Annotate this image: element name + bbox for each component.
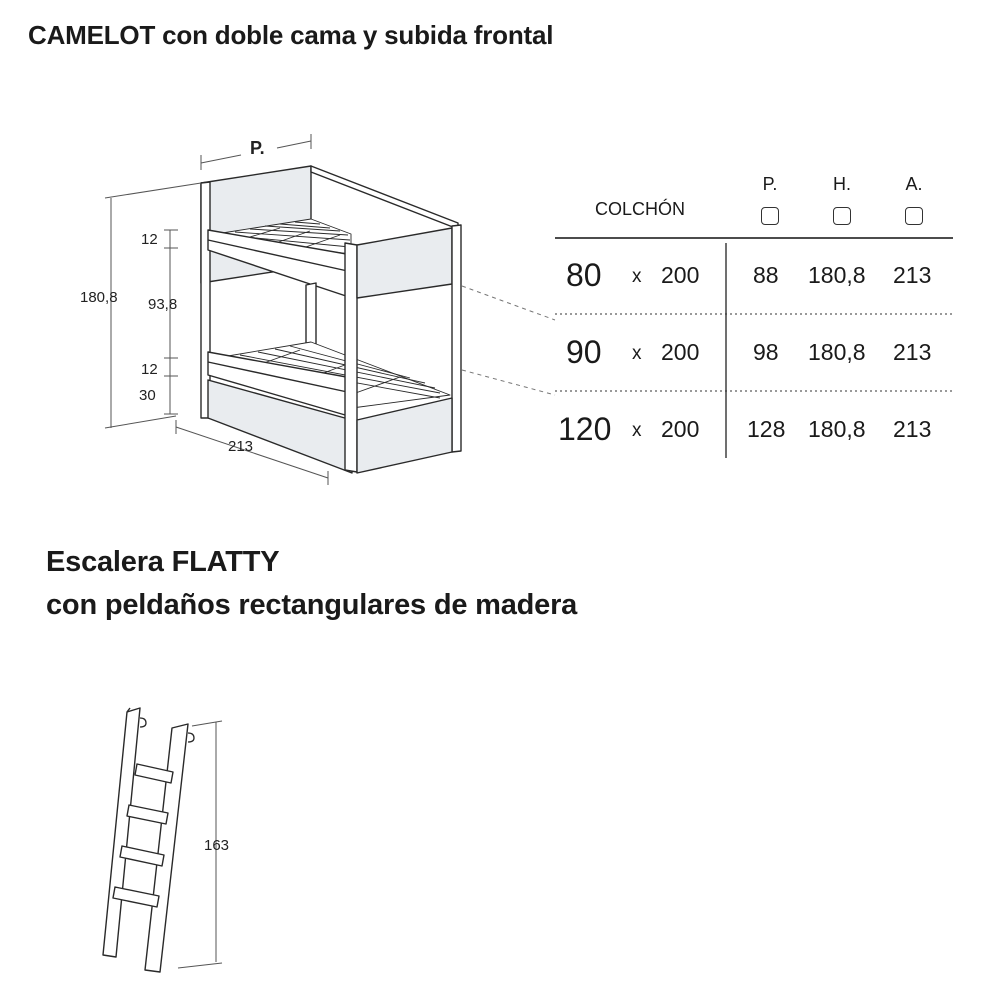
dim-bottom-frame-label: 12: [141, 361, 158, 378]
mattress-width: 120: [558, 411, 612, 447]
ladder-title-line2: con peldaños rectangulares de madera: [46, 589, 578, 621]
ladder-rung: [127, 805, 168, 824]
times-sign: x: [632, 266, 642, 287]
value-a: 213: [893, 416, 932, 442]
guide-lines: [462, 286, 555, 395]
mattress-length: 200: [661, 339, 700, 365]
col-header-a: A.: [905, 174, 923, 194]
value-h: 180,8: [808, 339, 866, 365]
col-header-h: H.: [833, 174, 851, 194]
dim-between-label: 93,8: [148, 296, 178, 313]
top-rail: [311, 166, 458, 229]
value-h: 180,8: [808, 262, 866, 288]
ladder-drawing: [103, 708, 194, 972]
value-p: 88: [753, 262, 779, 288]
value-a: 213: [893, 262, 932, 288]
ladder-hook: [140, 718, 146, 727]
times-sign: x: [632, 420, 642, 441]
dim-top-label: 12: [141, 231, 158, 248]
checkbox-p[interactable]: [761, 207, 779, 225]
dim-floor-label: 30: [139, 387, 156, 404]
mattress-length: 200: [661, 262, 700, 288]
length-label: 213: [228, 438, 254, 455]
front-left-post: [345, 243, 357, 472]
total-height-label: 180,8: [80, 289, 118, 306]
right-lower-panel: [357, 398, 452, 473]
ladder-hook: [188, 733, 194, 742]
checkbox-h[interactable]: [833, 207, 851, 225]
checkbox-a[interactable]: [905, 207, 923, 225]
ladder-title-line1: Escalera FLATTY: [46, 546, 280, 578]
value-h: 180,8: [808, 416, 866, 442]
bunk-bed-drawing: [201, 166, 555, 473]
ladder-height-label: 163: [204, 837, 230, 854]
ladder-rung: [120, 846, 164, 866]
mattress-width: 90: [566, 334, 602, 370]
col-header-p: P.: [762, 174, 778, 194]
front-right-post: [452, 225, 461, 452]
mattress-header: COLCHÓN: [594, 199, 685, 219]
ladder-right-rail: [145, 724, 188, 972]
right-upper-panel: [357, 228, 452, 298]
mattress-length: 200: [661, 416, 700, 442]
page-title: CAMELOT con doble cama y subida frontal: [28, 20, 554, 50]
value-p: 98: [753, 339, 779, 365]
ladder-left-rail: [103, 708, 140, 957]
value-a: 213: [893, 339, 932, 365]
times-sign: x: [632, 343, 642, 364]
depth-label: P.: [250, 138, 265, 158]
value-p: 128: [747, 416, 786, 442]
mattress-width: 80: [566, 257, 602, 293]
